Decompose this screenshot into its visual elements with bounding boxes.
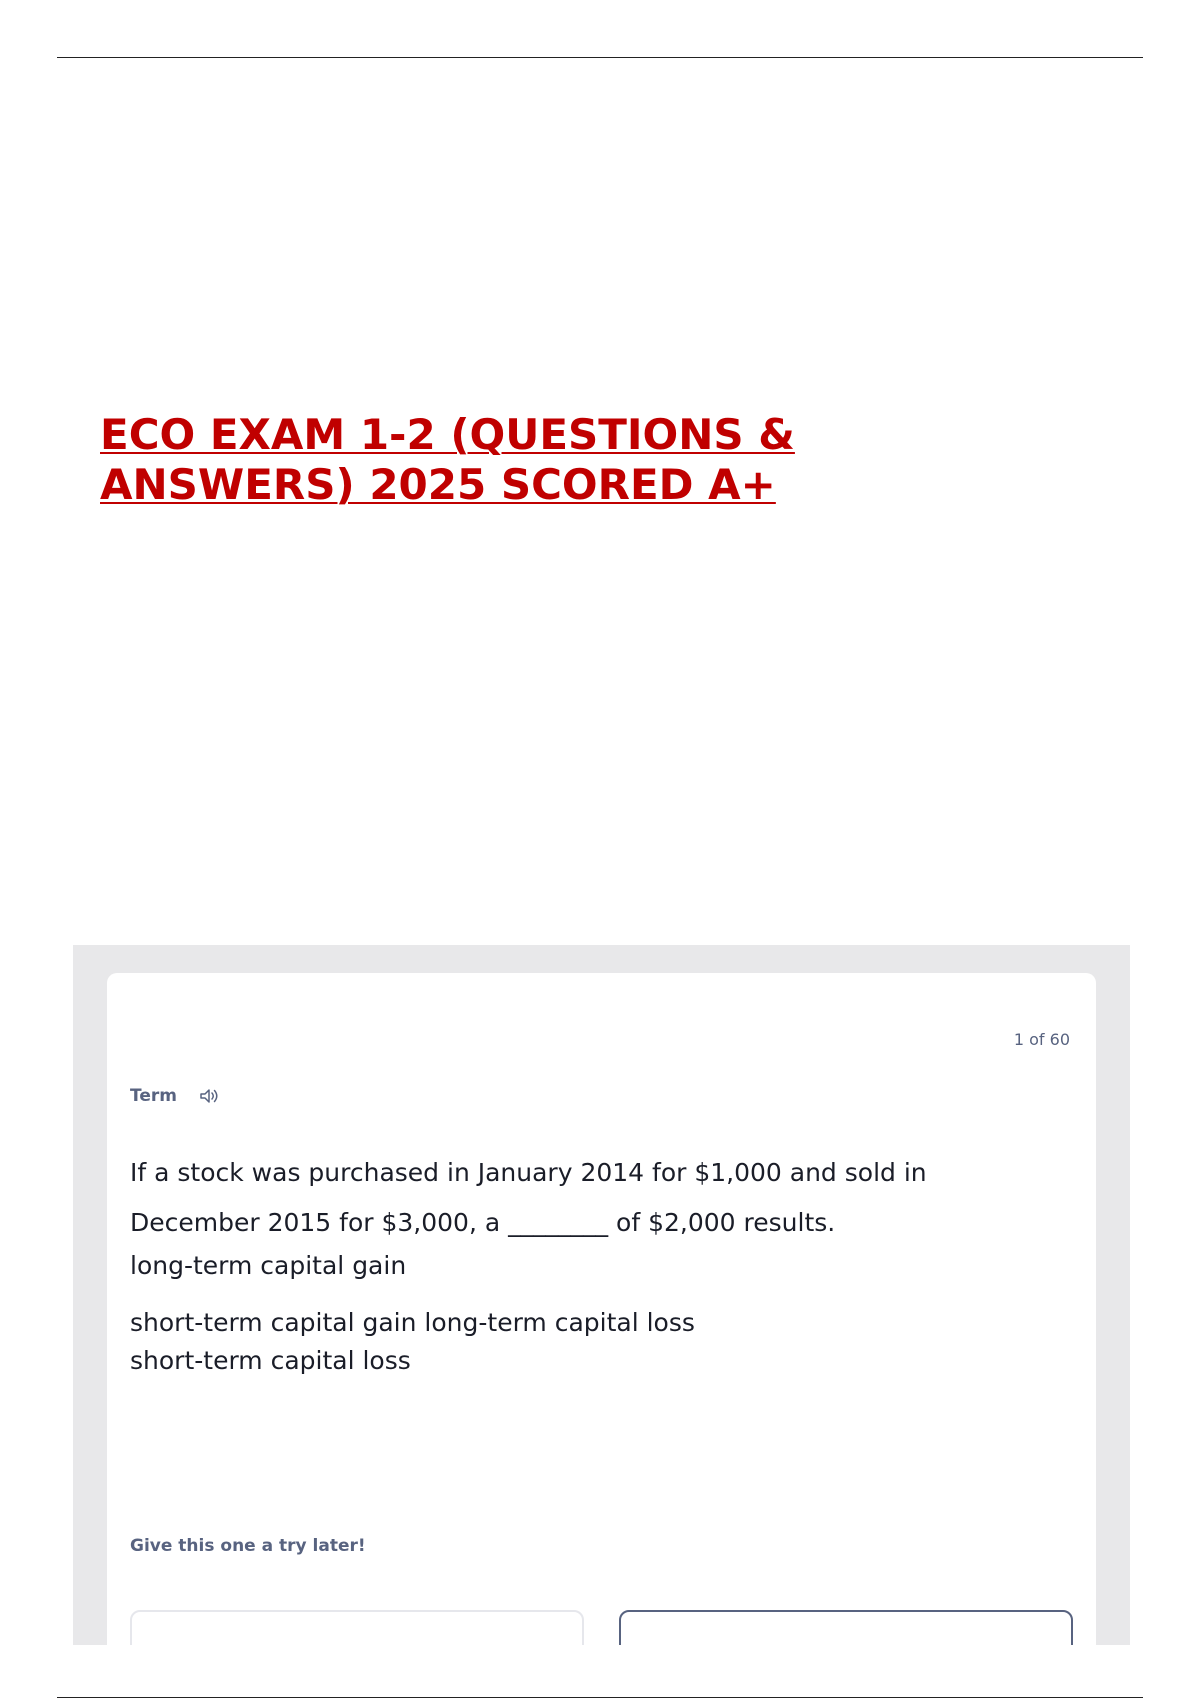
document-title-line-1: ECO EXAM 1-2 (QUESTIONS & (100, 410, 795, 459)
card-term-content (130, 1148, 1030, 1380)
option-line: short-term capital loss (130, 1346, 411, 1375)
term-header (130, 1086, 221, 1106)
answer-choice-2[interactable] (619, 1610, 1073, 1645)
document-title-line-2: ANSWERS) 2025 SCORED A+ (100, 460, 776, 509)
options-list (130, 1304, 1030, 1380)
document-title (100, 410, 900, 510)
try-later-hint: Give this one a try later! (130, 1536, 366, 1556)
term-label: Term (130, 1086, 177, 1106)
speaker-icon[interactable] (199, 1087, 221, 1105)
bottom-rule (57, 1697, 1143, 1698)
top-rule (57, 57, 1143, 58)
answer-choice-1[interactable] (130, 1610, 584, 1645)
option-line: short-term capital gain long-term capital loss (130, 1308, 695, 1337)
option-line: long-term capital gain (130, 1251, 407, 1280)
question-line-1: If a stock was purchased in January 2014 for $1,000 and sold in (130, 1158, 927, 1187)
speaker-icon-graphic (199, 1087, 221, 1105)
embedded-flashcard-screenshot (73, 945, 1130, 1645)
question-line-2: December 2015 for $3,000, a ________ of $2,000 results. (130, 1208, 836, 1237)
flashcard (107, 973, 1096, 1645)
card-counter: 1 of 60 (1013, 1030, 1070, 1049)
